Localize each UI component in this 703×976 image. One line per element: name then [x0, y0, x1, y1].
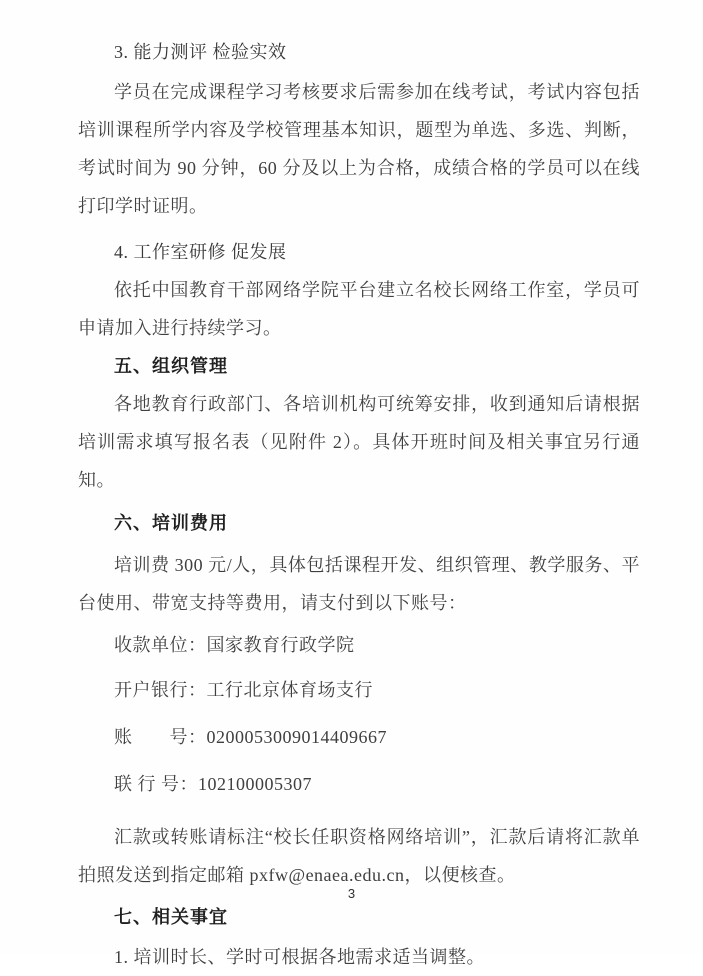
paragraph-remittance: 汇款或转账请标注“校长任职资格网络培训”，汇款后请将汇款单拍照发送到指定邮箱 pxfw@enaea.edu.cn，以便核查。: [78, 827, 640, 885]
paragraph-duration: 1. 培训时长、学时可根据各地需求适当调整。: [114, 947, 485, 967]
page-number: 3: [347, 886, 356, 901]
paragraph-exam: 学员在完成课程学习考核要求后需参加在线考试，考试内容包括培训课程所学内容及学校管理基本知识，题型为单选、多选、判断，考试时间为 90 分钟，60 分及以上为合格，成绩合格的学员可以在线打印学时证明。: [78, 82, 640, 216]
field-bank: 开户银行：工行北京体育场支行: [114, 680, 373, 700]
paragraph-fee: 培训费 300 元/人，具体包括课程开发、组织管理、教学服务、平台使用、带宽支持等费用，请支付到以下账号：: [78, 555, 640, 613]
field-account-number: 账 号：0200053009014409667: [114, 727, 387, 747]
field-bank-number: 联 行 号：102100005307: [114, 774, 312, 794]
document-body: [78, 33, 640, 976]
section-heading-7: 七、相关事宜: [114, 907, 228, 927]
paragraph-organization: 各地教育行政部门、各培训机构可统筹安排，收到通知后请根据培训需求填写报名表（见附件 2）。具体开班时间及相关事宜另行通知。: [78, 394, 640, 490]
section-heading-6: 六、培训费用: [114, 513, 228, 533]
subsection-heading-4: 4. 工作室研修 促发展: [114, 242, 287, 262]
section-heading-5: 五、组织管理: [114, 356, 228, 376]
subsection-heading-3: 3. 能力测评 检验实效: [114, 42, 287, 62]
field-payee: 收款单位：国家教育行政学院: [114, 635, 355, 655]
paragraph-workshop: 依托中国教育干部网络学院平台建立名校长网络工作室，学员可申请加入进行持续学习。: [78, 280, 640, 338]
